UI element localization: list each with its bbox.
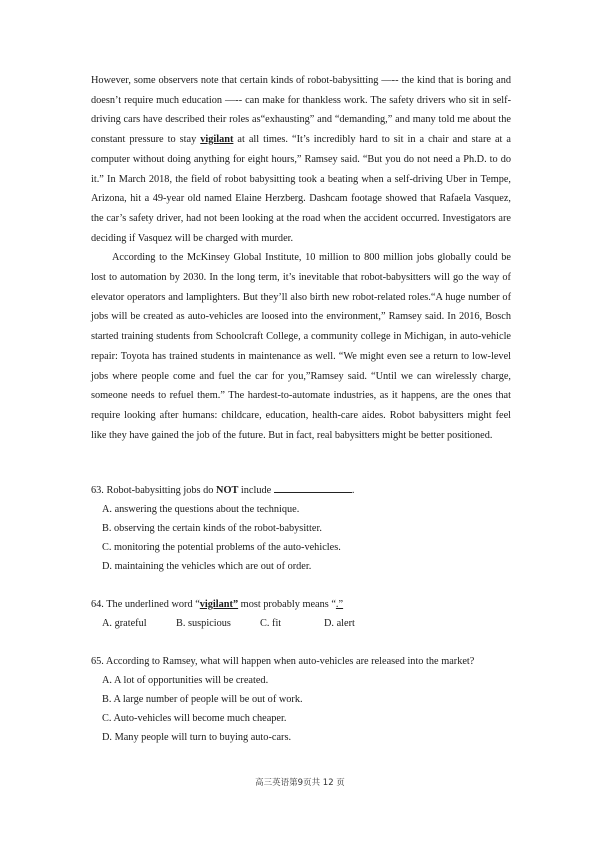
question-64-stem (91, 595, 511, 614)
option-d[interactable]: D. maintaining the vehicles which are out of order. (102, 561, 312, 572)
stem-text: most probably means “ (238, 599, 336, 610)
stem-text: The underlined word “ (106, 599, 200, 610)
option-a[interactable]: A. answering the questions about the technique. (102, 504, 300, 515)
stem-text: . (351, 485, 355, 496)
reading-passage (91, 71, 511, 445)
question-63 (91, 481, 511, 576)
question-number: 65. (91, 656, 104, 667)
option-a[interactable]: A. A lot of opportunities will be created. (102, 675, 269, 686)
question-number: 64. (91, 599, 104, 610)
option-c[interactable]: C. Auto-vehicles will become much cheaper. (102, 713, 287, 724)
option-d[interactable]: D. alert (324, 618, 355, 629)
stem-text: include (238, 485, 274, 496)
option-b[interactable]: B. observing the certain kinds of the robot-babysitter. (102, 523, 322, 534)
option-a[interactable]: A. grateful (102, 618, 147, 629)
question-64-options (91, 614, 511, 633)
paragraph-1-text-end: at all times. “It’s incredibly hard to sit in a chair and stare at a computer without doing anything for eight hours,” Ramsey said. “But you do not need a Ph.D. to do it.” In March 2018, the field of robot babysitting took a beating when a self-driving Uber in Tempe, Arizona, hit a 49-year old named Elaine Herzberg. Dashcam footage showed that Rafaela Vasquez, the car’s safety driver, had not been looking at the road when the accident occurred. Investigators are deciding if Vasquez will be charged with murder. (91, 134, 511, 244)
option-c[interactable]: C. fit (260, 618, 282, 629)
question-63-stem (91, 481, 511, 500)
answer-blank (274, 482, 352, 493)
option-b[interactable]: B. A large number of people will be out of work. (102, 694, 303, 705)
option-c[interactable]: C. monitoring the potential problems of the auto-vehicles. (102, 542, 341, 553)
question-63-options (91, 500, 511, 576)
stem-text: According to Ramsey, what will happen when auto-vehicles are released into the market? (105, 656, 475, 667)
question-65-stem (91, 652, 511, 671)
question-65 (91, 652, 511, 747)
page-footer: 高三英语第9页共 12 页 (255, 778, 345, 788)
paragraph-1-text-start: However, some observers note that certain kinds of robot-babysitting —-- the kind that is boring and doesn’t require much education —-- can make for thankless work. The safety drivers who sit in self-driving cars have described their roles as“exhausting” and “demanding,” and many told me about the constant pressure to stay (91, 75, 511, 146)
underlined-word-vigilant: vigilant (200, 134, 234, 146)
question-64 (91, 595, 511, 633)
option-d[interactable]: D. Many people will turn to buying auto-cars. (102, 732, 292, 743)
question-number: 63. (91, 485, 104, 496)
passage-paragraph-1 (91, 71, 511, 248)
passage-paragraph-2: According to the McKinsey Global Institute, 10 million to 800 million jobs globally could be lost to automation by 2030. In the long term, it’s inevitable that robot-babysitters will go the way of elevator operators and lamplighters. But they’ll also birth new robot-related roles.“A huge number of jobs will be created as auto-vehicles are loosed into the environment,” Ramsey said. In 2016, Bosch started training students from Schoolcraft College, a community college in Michigan, in auto-vehicle repair: Toyota has trained students in maintenance as well. “We might even see a return to low-level jobs where people come and fuel the car for you,”Ramsey said. “Until we can wirelessly charge, someone needs to refuel them.” The hardest-to-automate industries, as it happens, are the ones that require looking after humans: childcare, education, health-care aides. Robot babysitters might feel like they have gained the job of the future. But in fact, real babysitters might be better positioned. (91, 252, 511, 441)
option-b[interactable]: B. suspicious (176, 618, 231, 629)
question-65-options (91, 671, 511, 747)
stem-emphasis: NOT (216, 485, 239, 496)
underlined-word-vigilant: vigilant” (199, 599, 239, 610)
stem-text: .” (335, 599, 344, 610)
stem-text: Robot-babysitting jobs do (106, 485, 217, 496)
